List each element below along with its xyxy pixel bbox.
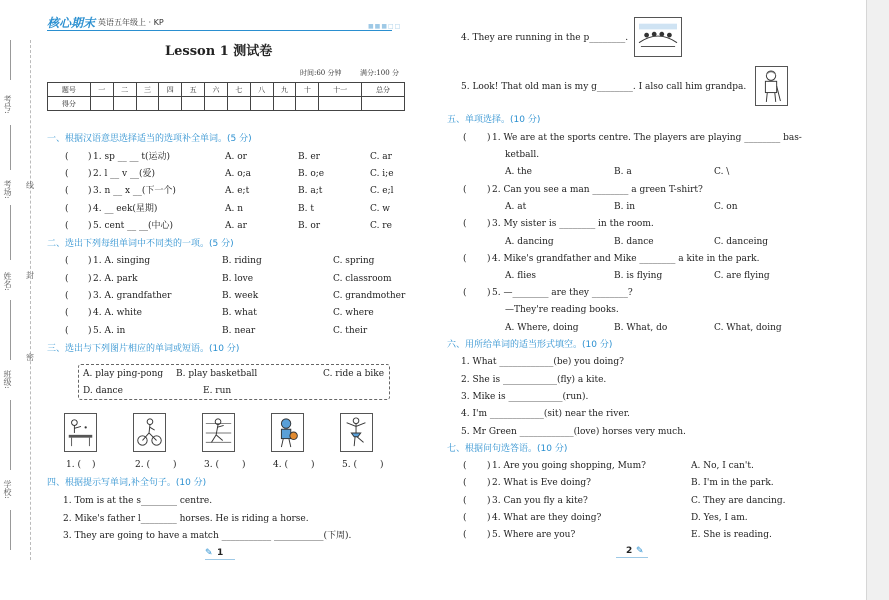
score-entry[interactable] (296, 97, 319, 111)
option-a: A. flies (505, 271, 537, 281)
option-b: B. a;t (298, 186, 323, 196)
answer-paren-close: ) (487, 185, 491, 195)
question-text: 2. Can you see a man ________ a green T-shirt? (492, 185, 703, 195)
ping-pong-icon (65, 414, 96, 451)
score-cell: 八 (250, 83, 273, 97)
question-text: 3. Can you fly a kite? (492, 496, 588, 506)
label-class: 班级: (3, 370, 12, 389)
score-cell: 四 (159, 83, 182, 97)
score-cell: 题号 (48, 83, 91, 97)
seal-char-seal: 封 (26, 271, 34, 280)
score-value-row (48, 97, 405, 111)
option-a: A. the (505, 167, 532, 177)
option-c: C. What, doing (714, 323, 782, 333)
option-c: C. ar (370, 152, 392, 162)
seal-char-secret: 密 (26, 353, 34, 362)
answer-paren-close: ) (88, 291, 92, 301)
answer-paren-close: ) (380, 460, 384, 470)
option-a: A. e;t (225, 186, 250, 196)
answer-paren-close: ) (88, 256, 92, 266)
basketball-icon (272, 414, 303, 451)
picture-ride-bike (133, 413, 166, 452)
question-text: 4. __ eek(星期) (93, 204, 158, 214)
answer-paren-close: ) (88, 308, 92, 318)
score-entry[interactable] (250, 97, 273, 111)
score-cell: 一 (90, 83, 113, 97)
question-text: 5. Where are you? (492, 530, 576, 540)
fill-blank-sentence[interactable]: 3. They are going to have a match ___________ ___________(下周). (63, 531, 352, 541)
score-cell: 六 (205, 83, 228, 97)
answer-paren-close: ) (88, 274, 92, 284)
option-a: 4. A. white (93, 308, 142, 318)
fill-blank-sentence[interactable]: 5. Look! That old man is my g________. I also call him grandpa. (461, 82, 747, 92)
option-a: A. o;a (225, 169, 252, 179)
score-entry[interactable] (362, 97, 405, 111)
option-b: B. what (222, 308, 257, 318)
answer-paren-close: ) (92, 460, 96, 470)
fill-form-sentence[interactable]: 5. Mr Green ____________(love) horses very much. (461, 427, 686, 437)
answer-paren-open[interactable]: ( (65, 186, 69, 196)
answer-paren-close: ) (487, 478, 491, 488)
seal-char-line: 线 (26, 181, 34, 190)
option-a: A. ar (225, 221, 247, 231)
word-option: A. play ping-pong (83, 369, 164, 379)
picture-ping-pong (64, 413, 97, 452)
header-dots: ■■■□□ (368, 23, 402, 30)
score-cell: 十一 (319, 83, 362, 97)
answer-paren-open[interactable]: ( (65, 274, 69, 284)
option-c: C. danceing (714, 237, 769, 247)
answer-paren-close: ) (487, 461, 491, 471)
option-c: C. their (333, 326, 368, 336)
fill-blank-sentence[interactable]: 2. Mike's father l________ horses. He is riding a horse. (63, 514, 309, 524)
answer-option: A. No, I can't. (691, 461, 754, 471)
answer-paren-open[interactable]: ( (463, 219, 467, 229)
option-a: A. n (225, 204, 244, 214)
fill-form-sentence[interactable]: 3. Mike is ____________(run). (461, 392, 589, 402)
answer-paren-open[interactable]: ( (65, 152, 69, 162)
answer-paren-open[interactable]: ( (65, 291, 69, 301)
question-text-cont: ketball. (505, 150, 540, 160)
section1-heading: 一、根据汉语意思选择适当的选项补全单词。(5 分) (47, 134, 252, 144)
option-b: B. a (614, 167, 632, 177)
score-cell: 三 (136, 83, 159, 97)
question-text: 1. Are you going shopping, Mum? (492, 461, 646, 471)
option-c: C. w (370, 204, 390, 214)
score-cell: 九 (273, 83, 296, 97)
option-b: B. is flying (614, 271, 663, 281)
option-c: C. \ (714, 167, 730, 177)
header-rule (47, 30, 392, 31)
answer-paren-close: ) (487, 496, 491, 506)
score-header-row (48, 83, 405, 97)
picture-answer-3[interactable]: 3. ( (204, 460, 219, 470)
answer-paren-open[interactable]: ( (463, 461, 467, 471)
pencil-icon: ✎ (636, 546, 644, 556)
score-cell: 总分 (362, 83, 405, 97)
section3-heading: 三、选出与下列图片相应的单词或短语。(10 分) (47, 344, 240, 354)
option-b: B. week (222, 291, 259, 301)
score-entry[interactable] (227, 97, 250, 111)
score-entry[interactable] (159, 97, 182, 111)
picture-dance (340, 413, 373, 452)
answer-paren-close: ) (88, 186, 92, 196)
answer-paren-close: ) (487, 133, 491, 143)
page-number-rule (616, 557, 648, 558)
answer-paren-close: ) (88, 204, 92, 214)
score-cell: 五 (182, 83, 205, 97)
answer-paren-open[interactable]: ( (65, 326, 69, 336)
grandfather-icon (756, 67, 787, 105)
option-b: B. er (298, 152, 320, 162)
option-b: B. or (298, 221, 321, 231)
time-limit: 时间:60 分钟 (300, 69, 342, 77)
option-b: B. love (222, 274, 254, 284)
option-a: 5. A. in (93, 326, 126, 336)
score-entry[interactable] (182, 97, 205, 111)
option-b: B. dance (614, 237, 654, 247)
binding-line (10, 40, 11, 80)
answer-option: B. I'm in the park. (691, 478, 774, 488)
answer-paren-close: ) (311, 460, 315, 470)
answer-paren-open[interactable]: ( (65, 221, 69, 231)
score-cell: 二 (113, 83, 136, 97)
answer-paren-open[interactable]: ( (65, 256, 69, 266)
question-text: 5. cent __ __(中心) (93, 221, 173, 231)
picture-answer-4[interactable]: 4. ( (273, 460, 288, 470)
score-entry[interactable] (273, 97, 296, 111)
answer-option: E. She is reading. (691, 530, 772, 540)
answer-option: D. Yes, I am. (691, 513, 748, 523)
label-exam-number: 考号: (3, 95, 12, 114)
answer-paren-open[interactable]: ( (463, 185, 467, 195)
binding-line (10, 300, 11, 360)
word-option: B. play basketball (176, 369, 258, 379)
option-b: B. near (222, 326, 256, 336)
picture-answer-1[interactable]: 1. ( (66, 460, 81, 470)
option-a: A. dancing (505, 237, 554, 247)
answer-paren-close: ) (173, 460, 177, 470)
option-a: A. or (225, 152, 247, 162)
dance-icon (341, 414, 372, 451)
bike-icon (134, 414, 165, 451)
answer-paren-close: ) (242, 460, 246, 470)
question-text: 3. My sister is ________ in the room. (492, 219, 654, 229)
vertical-scrollbar[interactable] (866, 0, 889, 600)
binding-line (10, 510, 11, 550)
label-exam-room: 考场: (3, 180, 12, 199)
answer-paren-close: ) (487, 513, 491, 523)
answer-paren-close: ) (487, 219, 491, 229)
question-text: 3. n __ x __(下一个) (93, 186, 176, 196)
answer-paren-open[interactable]: ( (463, 288, 467, 298)
picture-answer-2[interactable]: 2. ( (135, 460, 150, 470)
page-title: Lesson 1 测试卷 (165, 44, 273, 59)
fill-blank-sentence[interactable]: 4. They are running in the p________. (461, 33, 629, 43)
page-number-left: 1 (217, 548, 224, 558)
option-c: C. spring (333, 256, 375, 266)
picture-basketball (271, 413, 304, 452)
binding-line (10, 205, 11, 260)
question-text: 4. What are they doing? (492, 513, 602, 523)
option-a: 3. A. grandfather (93, 291, 172, 301)
score-entry[interactable] (205, 97, 228, 111)
question-text: 1. We are at the sports centre. The players are playing ________ bas- (492, 133, 802, 143)
option-c: C. i;e (370, 169, 394, 179)
pencil-icon: ✎ (205, 548, 213, 558)
answer-paren-close: ) (88, 152, 92, 162)
answer-paren-open[interactable]: ( (65, 308, 69, 318)
seal-line (30, 40, 31, 560)
option-b: B. What, do (614, 323, 668, 333)
picture-answer-5[interactable]: 5. ( (342, 460, 357, 470)
option-a: A. Where, doing (505, 323, 579, 333)
question-text: 2. l __ v __(爱) (93, 169, 156, 179)
option-c: C. where (333, 308, 374, 318)
word-option: C. ride a bike (323, 369, 385, 379)
binding-line (10, 125, 11, 170)
answer-paren-close: ) (487, 530, 491, 540)
answer-paren-open[interactable]: ( (463, 133, 467, 143)
logo-text: 核心期末 (47, 15, 96, 30)
question-text: 4. Mike's grandfather and Mike ________ a kite in the park. (492, 254, 760, 264)
option-a: 2. A. park (93, 274, 138, 284)
score-entry[interactable] (113, 97, 136, 111)
option-c: C. e;l (370, 186, 394, 196)
page-number-right: 2 (626, 546, 633, 556)
section4-heading: 四、根据提示写单词,补全句子。(10 分) (47, 478, 207, 488)
answer-paren-open[interactable]: ( (65, 204, 69, 214)
option-c: C. are flying (714, 271, 770, 281)
option-c: C. re (370, 221, 392, 231)
answer-paren-open[interactable]: ( (65, 169, 69, 179)
running-icon (203, 414, 234, 451)
answer-option: C. They are dancing. (691, 496, 786, 506)
word-option: D. dance (83, 386, 123, 396)
fill-form-sentence[interactable]: 1. What ____________(be) you doing? (461, 357, 624, 367)
question-text-cont: —They're reading books. (505, 305, 619, 315)
label-name: 姓名: (3, 272, 12, 291)
answer-paren-open[interactable]: ( (463, 496, 467, 506)
fill-form-sentence[interactable]: 2. She is ____________(fly) a kite. (461, 375, 607, 385)
full-score: 满分:100 分 (360, 69, 399, 77)
question-text: 5. —________ are they ________? (492, 288, 633, 298)
option-c: C. on (714, 202, 738, 212)
answer-paren-close: ) (487, 288, 491, 298)
section6-heading: 六、用所给单词的适当形式填空。(10 分) (447, 340, 613, 350)
page-number-rule (205, 559, 235, 560)
section5-heading: 五、单项选择。(10 分) (447, 115, 541, 125)
answer-paren-open[interactable]: ( (463, 530, 467, 540)
picture-park-running (634, 17, 682, 57)
option-b: B. o;e (298, 169, 325, 179)
section7-heading: 七、根据问句选答语。(10 分) (447, 444, 568, 454)
option-b: B. riding (222, 256, 262, 266)
answer-paren-close: ) (88, 326, 92, 336)
score-entry[interactable] (90, 97, 113, 111)
answer-paren-open[interactable]: ( (463, 478, 467, 488)
option-b: B. in (614, 202, 636, 212)
score-cell: 七 (227, 83, 250, 97)
score-cell: 得分 (48, 97, 91, 111)
answer-paren-close: ) (487, 254, 491, 264)
answer-paren-open[interactable]: ( (463, 513, 467, 523)
option-a: 1. A. singing (93, 256, 151, 266)
binding-line (10, 400, 11, 470)
answer-paren-close: ) (88, 221, 92, 231)
book-subtitle: 英语五年级上 · KP (98, 17, 164, 27)
picture-run (202, 413, 235, 452)
score-table (47, 82, 405, 111)
score-cell: 十 (296, 83, 319, 97)
option-c: C. grandmother (333, 291, 406, 301)
fill-blank-sentence[interactable]: 1. Tom is at the s________ centre. (63, 496, 213, 506)
fill-form-sentence[interactable]: 4. I'm ____________(sit) near the river. (461, 409, 630, 419)
score-entry[interactable] (319, 97, 362, 111)
answer-paren-close: ) (88, 169, 92, 179)
picture-grandfather (755, 66, 788, 106)
runners-icon (635, 18, 681, 56)
question-text: 2. What is Eve doing? (492, 478, 591, 488)
section2-heading: 二、选出下列每组单词中不同类的一项。(5 分) (47, 239, 234, 249)
label-school: 学校: (3, 480, 12, 499)
option-a: A. at (505, 202, 527, 212)
question-text: 1. sp __ __ t(运动) (93, 152, 171, 162)
score-entry[interactable] (136, 97, 159, 111)
brand-logo (47, 14, 164, 30)
option-b: B. t (298, 204, 314, 214)
word-option: E. run (203, 386, 232, 396)
answer-paren-open[interactable]: ( (463, 254, 467, 264)
option-c: C. classroom (333, 274, 392, 284)
